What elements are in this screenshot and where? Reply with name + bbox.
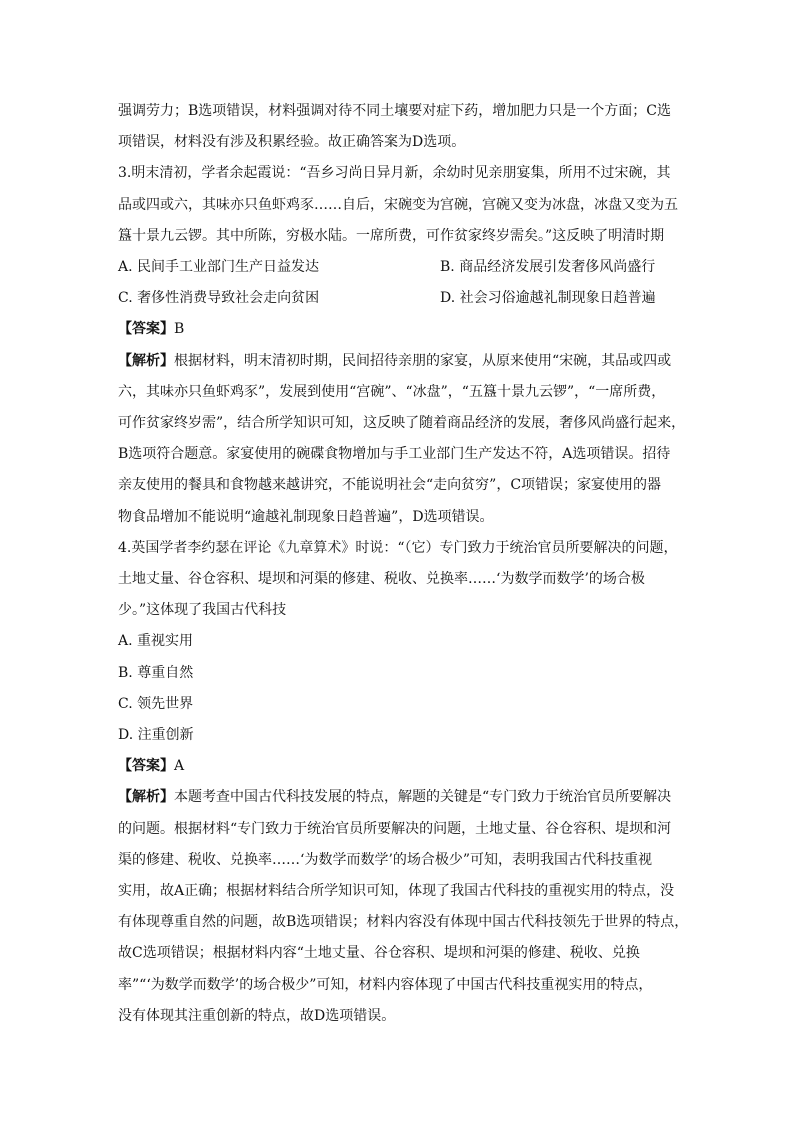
analysis-tag: 【解析】: [118, 352, 174, 369]
page-content: [118, 96, 689, 1032]
text-line: 土地丈量、谷仓容积、堤坝和河渠的修建、税收、兑换率……‘为数学而数学’的场合极: [118, 571, 645, 588]
question-4: [118, 533, 689, 1032]
text-line: 3.明末清初，学者余起霞说：“吾乡习尚日异月新，余幼时见亲朋宴集，所用不过宋碗，其: [118, 165, 671, 182]
text-line: 亲友使用的餐具和食物越来越讲究，不能说明社会“走向贫穷”，C项错误；家宴使用的器: [118, 477, 662, 494]
analysis-text: 根据材料，明末清初时期，民间招待亲朋的家宴，从原来使用“宋碗，其品或四或: [174, 352, 672, 369]
question-3: [118, 158, 686, 532]
option-b: B. 尊重自然: [118, 664, 194, 681]
answer-tag: 【答案】: [118, 321, 174, 338]
question-4-stem: [118, 533, 676, 627]
answer-tag: 【答案】: [118, 758, 174, 775]
text-line: 渠的修建、税收、兑换率……‘为数学而数学’的场合极少”可知，表明我国古代科技重视: [118, 851, 653, 868]
question-3-options-row-2: [118, 283, 676, 314]
text-line: 强调劳力；B选项错误，材料强调对待不同土壤要对症下药，增加肥力只是一个方面；C选: [118, 103, 671, 119]
option-c: C. 领先世界: [118, 695, 194, 712]
text-line: 率”“‘为数学而数学’的场合极少”可知，材料内容体现了中国古代科技重视实用的特点，: [118, 976, 653, 993]
option-b: B. 商品经济发展引发奢侈风尚盛行: [440, 259, 656, 276]
text-line: 品或四或六，其味亦只鱼虾鸡豕……自后，宋碗变为宫碗，宫碗又变为冰盘，冰盘又变为五: [118, 196, 678, 213]
option-c: C. 奢侈性消费导致社会走向贫困: [118, 290, 320, 307]
text-line: 簋十景九云锣。其中所陈，穷极水陆。一席所费，可作贫家终岁需矣。”这反映了明清时期: [118, 227, 665, 244]
analysis-text: 本题考查中国古代科技发展的特点，解题的关键是“专门致力于统治官员所要解决: [174, 789, 672, 806]
previous-explanation-tail: [118, 96, 676, 158]
option-d: D. 社会习俗逾越礼制现象日趋普遍: [440, 290, 656, 307]
text-line: 项错误，材料没有涉及积累经验。故正确答案为D选项。: [118, 134, 466, 151]
question-3-analysis: [118, 346, 686, 533]
text-line: 可作贫家终岁需”，结合所学知识可知，这反映了随着商品经济的发展，奢侈风尚盛行起来，: [118, 415, 686, 432]
answer-value: A: [174, 758, 185, 775]
option-d: D. 注重创新: [118, 727, 194, 744]
question-3-options-row-1: [118, 252, 676, 283]
text-line: 的问题。根据材料“专门致力于统治官员所要解决的问题，土地丈量、谷仓容积、堤坝和河: [118, 820, 672, 837]
text-line: 少。”这体现了我国古代科技: [118, 602, 287, 619]
text-line: 六，其味亦只鱼虾鸡豕”，发展到使用“宫碗”、“冰盘”，“五簋十景九云锣”，“一席所费，: [118, 383, 666, 400]
option-a: A. 重视实用: [118, 633, 194, 650]
text-line: [118, 782, 676, 813]
question-3-stem: [118, 158, 676, 252]
text-line: 4.英国学者李约瑟在评论《九章算术》时说：“（它）专门致力于统治官员所要解决的问题，: [118, 539, 678, 556]
text-line: 实用，故A正确；根据材料结合所学知识可知，体现了我国古代科技的重视实用的特点，没: [118, 883, 675, 900]
text-line: 故C选项错误；根据材料内容“土地丈量、谷仓容积、堤坝和河渠的修建、税收、兑换: [118, 945, 640, 962]
analysis-tag: 【解析】: [118, 789, 174, 806]
question-4-analysis: [118, 782, 689, 1032]
text-line: 有体现尊重自然的问题，故B选项错误；材料内容没有体现中国古代科技领先于世界的特点，: [118, 914, 689, 931]
text-line: B选项符合题意。家宴使用的碗碟食物增加与手工业部门生产发达不符，A选项错误。招待: [118, 446, 671, 463]
answer-value: B: [174, 321, 185, 338]
text-line: 物食品增加不能说明“逾越礼制现象日趋普遍”，D选项错误。: [118, 508, 494, 525]
question-4-answer: [118, 751, 676, 782]
option-a: A. 民间手工业部门生产日益发达: [118, 259, 320, 276]
text-line: 没有体现其注重创新的特点，故D选项错误。: [118, 1007, 396, 1024]
text-line: [118, 346, 676, 377]
question-3-answer: [118, 314, 676, 345]
